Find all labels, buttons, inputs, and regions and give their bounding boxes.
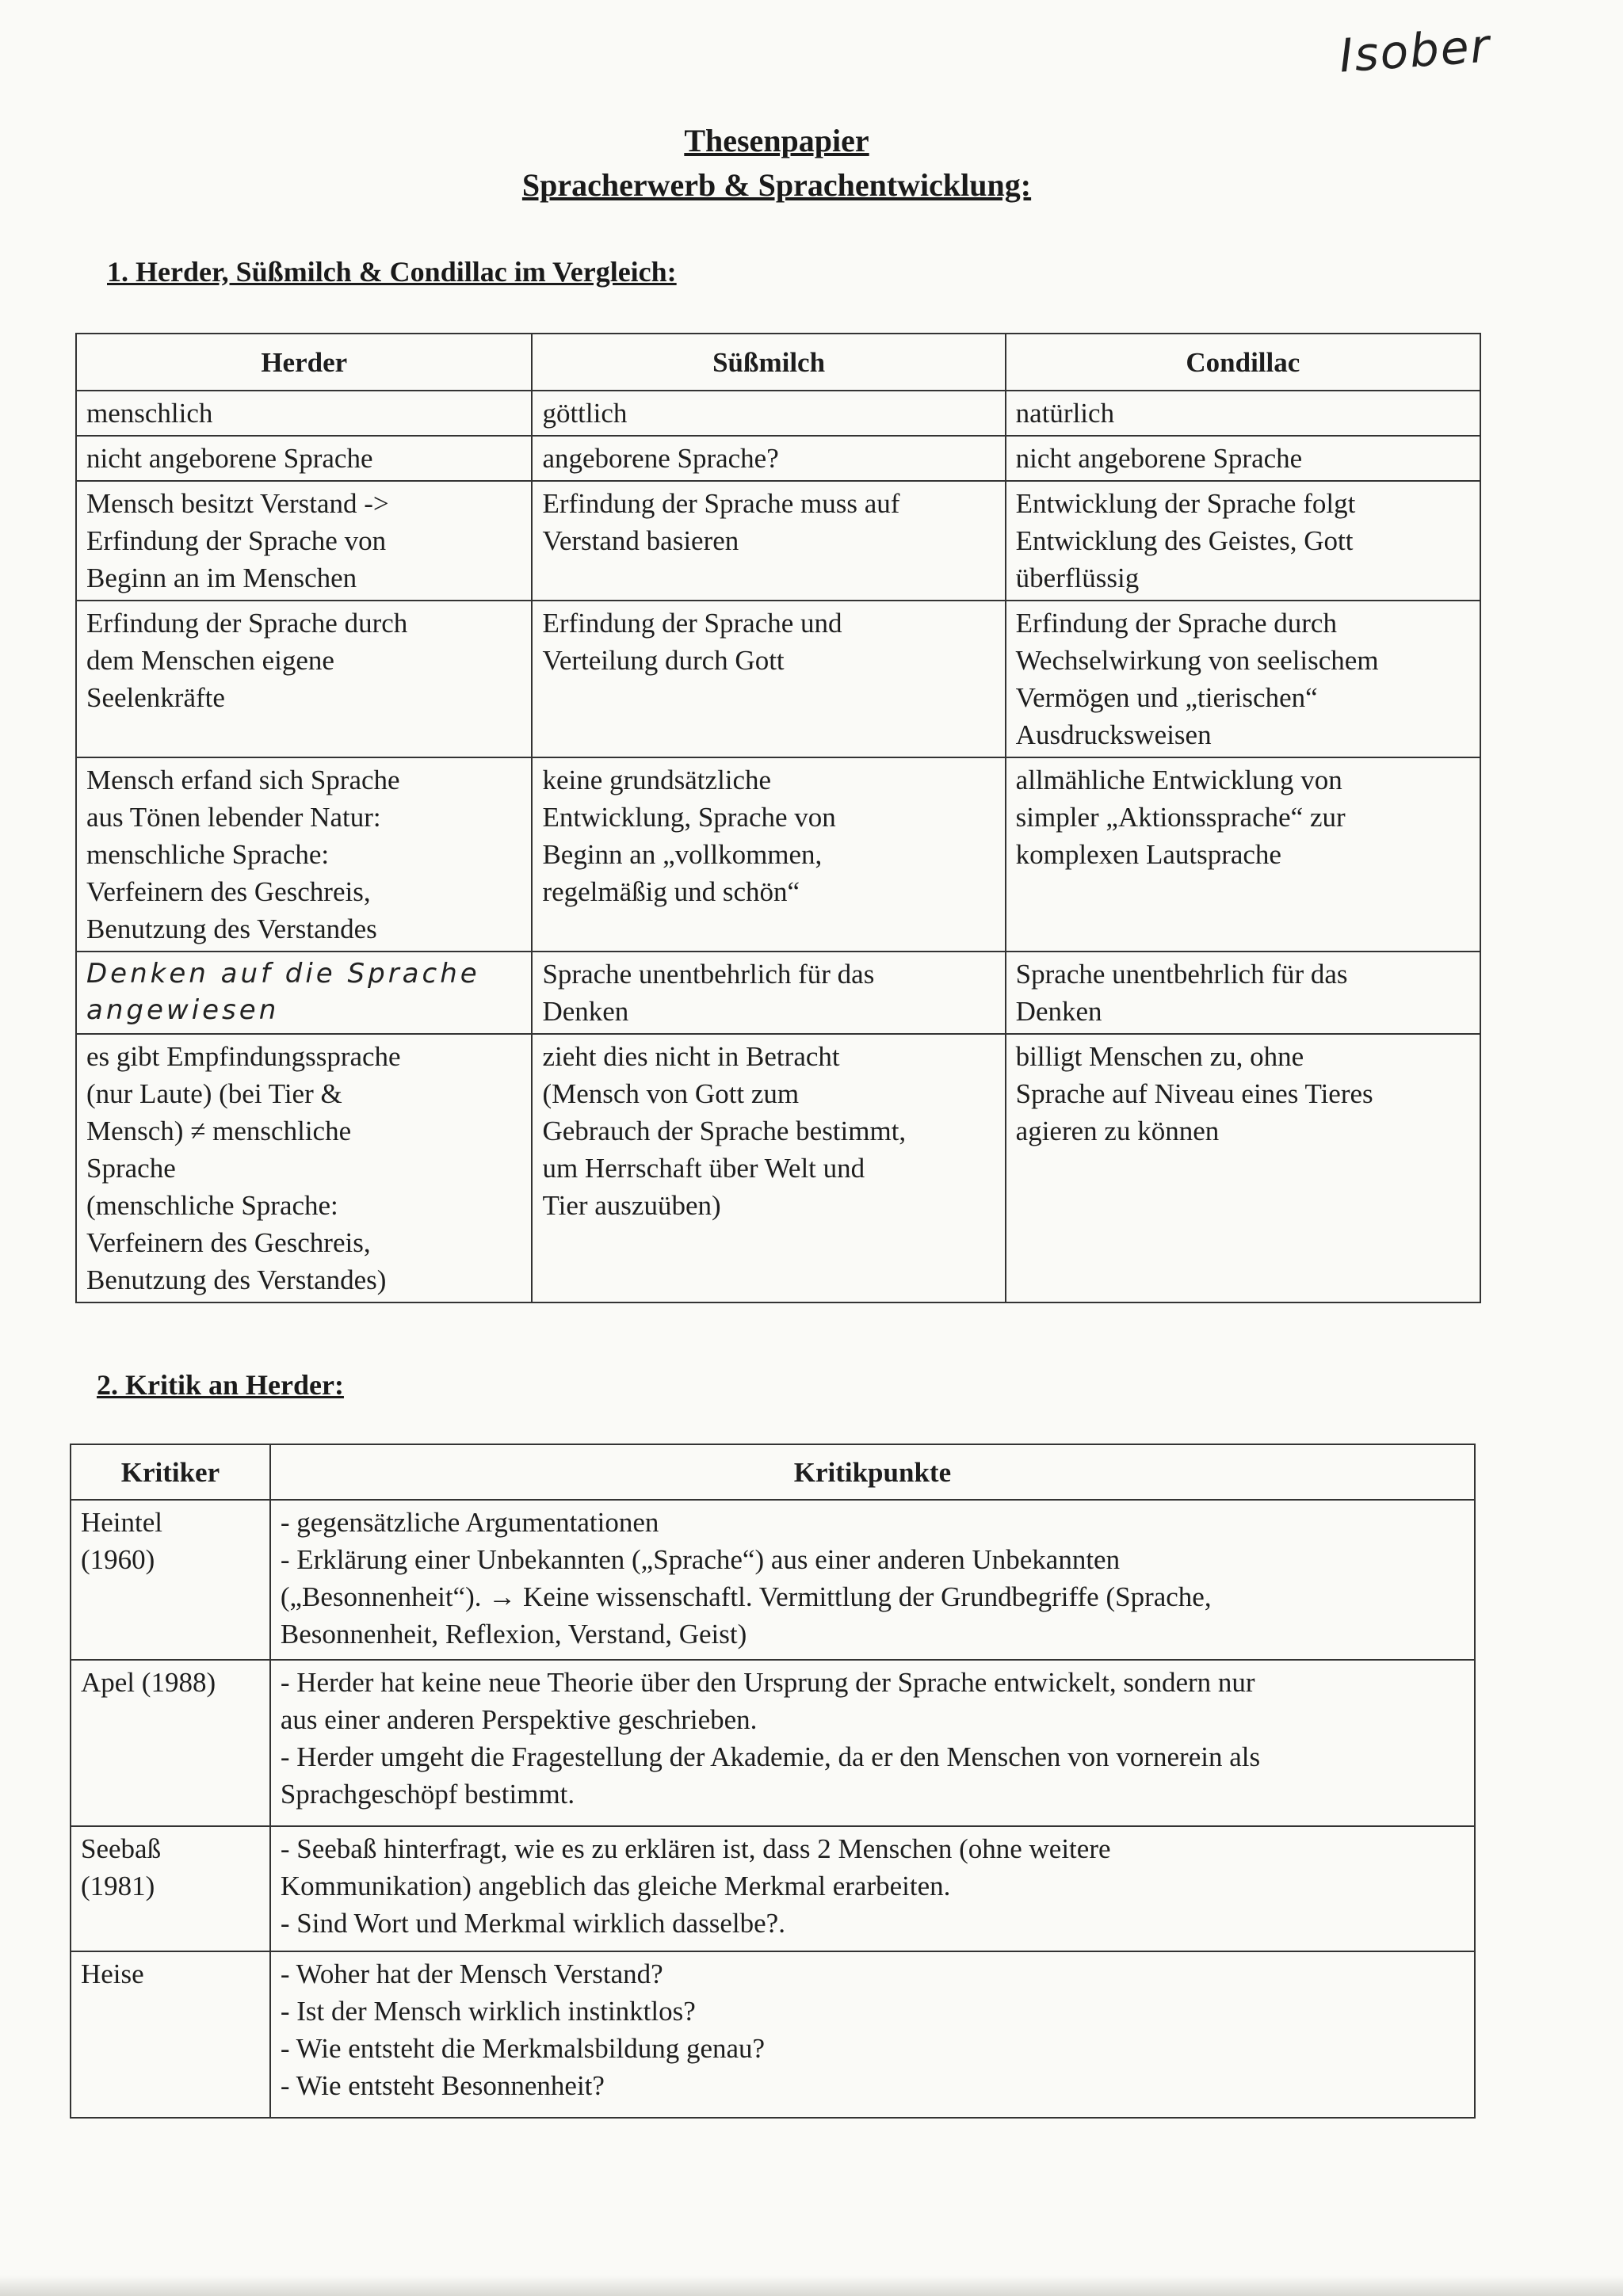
critic-cell [71,1951,270,2118]
cell-text-line: Besonnenheit, Reflexion, Verstand, Geist) [280,1619,747,1650]
cell-text-line: göttlich [542,398,628,429]
comparison-table-row [76,601,1480,757]
cell-text-line: Denken [1015,996,1102,1027]
cell-text-line: - Erklärung einer Unbekannten („Sprache“) aus einer anderen Unbekannten [280,1544,1121,1575]
cell-text-line: überflüssig [1015,563,1140,593]
cell-text-line: allmähliche Entwicklung von [1015,765,1342,795]
condillac-cell [1006,436,1480,481]
cell-text-line: Erfindung der Sprache von [86,525,387,556]
cell-text-line: keine grundsätzliche [542,765,772,795]
cell-text-line: Mensch besitzt Verstand -> [86,488,389,519]
comparison-table-row [76,481,1480,601]
cell-text-line: Mensch) ≠ menschliche [86,1116,352,1146]
critique-table-row [71,1500,1475,1660]
title-block [0,119,1553,208]
cell-text-line: - Wie entsteht Besonnenheit? [280,2070,605,2101]
condillac-cell [1006,481,1480,601]
cell-text-line: Entwicklung, Sprache von [542,802,836,833]
cell-text-line: Ausdrucksweisen [1015,719,1212,750]
cell-text-line: („Besonnenheit“). → Keine wissenschaftl. Vermittlung der Grundbegriffe (Sprache, [280,1581,1212,1612]
column-header-points: Kritikpunkte [270,1444,1475,1500]
cell-text-line: (Mensch von Gott zum [542,1078,800,1109]
comparison-table-header-row [76,334,1480,391]
comparison-table [75,333,1481,1303]
cell-text-line: simpler „Aktionssprache“ zur [1015,802,1346,833]
critic-cell [71,1500,270,1660]
cell-text-line: Verfeinern des Geschreis, [86,876,371,907]
document-title: Thesenpapier [684,123,869,158]
cell-text-line: Sprachgeschöpf bestimmt. [280,1779,575,1810]
critique-points-cell [270,1951,1475,2118]
cell-text-line: - gegensätzliche Argumentationen [280,1507,659,1538]
cell-text-line: Benutzung des Verstandes) [86,1264,387,1295]
cell-text-line: Seelenkräfte [86,682,225,713]
suessmilch-cell [532,601,1005,757]
condillac-cell [1006,952,1480,1034]
comparison-table-row [76,1034,1480,1302]
cell-text-line: Sprache [86,1153,176,1184]
cell-text-line: Heintel [81,1507,163,1538]
comparison-table-row [76,757,1480,952]
cell-text-line: Heise [81,1958,144,1989]
cell-text-line: (1981) [81,1871,155,1901]
critique-table-row [71,1951,1475,2118]
cell-text-line: angeborene Sprache? [542,443,779,474]
critique-points-cell [270,1500,1475,1660]
cell-text-line: Wechselwirkung von seelischem [1015,645,1379,676]
suessmilch-cell [532,757,1005,952]
cell-text-line: um Herrschaft über Welt und [542,1153,865,1184]
critique-table-header-row [71,1444,1475,1500]
cell-text-line: zieht dies nicht in Betracht [542,1041,840,1072]
cell-text-line: dem Menschen eigene [86,645,334,676]
cell-text-line: - Woher hat der Mensch Verstand? [280,1958,663,1989]
handwritten-signature: Isober [1337,18,1493,83]
comparison-table-body [76,391,1480,1302]
cell-text-line: nicht angeborene Sprache [1015,443,1303,474]
cell-text-line: - Ist der Mensch wirklich instinktlos? [280,1996,696,2027]
critic-cell [71,1660,270,1826]
condillac-cell [1006,757,1480,952]
cell-text-line: Verfeinern des Geschreis, [86,1227,371,1258]
cell-text-line: Verteilung durch Gott [542,645,785,676]
critique-table [70,1444,1476,2119]
cell-text-line: Gebrauch der Sprache bestimmt, [542,1116,907,1146]
critique-table-row [71,1826,1475,1951]
critique-table-body [71,1500,1475,2118]
herder-cell [76,757,532,952]
cell-text-line: Erfindung der Sprache muss auf [542,488,900,519]
cell-text-line: Seebaß [81,1833,162,1864]
suessmilch-cell [532,391,1005,436]
cell-text-line: aus Tönen lebender Natur: [86,802,381,833]
cell-text-line: Benutzung des Verstandes [86,913,377,944]
cell-text-line: (menschliche Sprache: [86,1190,338,1221]
critique-points-cell [270,1660,1475,1826]
cell-text-line: agieren zu können [1015,1116,1220,1146]
condillac-cell [1006,1034,1480,1302]
critique-table-row [71,1660,1475,1826]
cell-text-line: komplexen Lautsprache [1015,839,1281,870]
cell-text-line: es gibt Empfindungssprache [86,1041,401,1072]
cell-text-line: (1960) [81,1544,155,1575]
cell-text-line: - Seebaß hinterfragt, wie es zu erklären ist, dass 2 Menschen (ohne weitere [280,1833,1111,1864]
column-header-herder: Herder [76,334,532,391]
column-header-critic: Kritiker [71,1444,270,1500]
condillac-cell [1006,601,1480,757]
herder-cell [76,481,532,601]
document-subtitle: Spracherwerb & Sprachentwicklung: [521,167,1032,203]
cell-text-line: natürlich [1015,398,1115,429]
cell-text-line: Sprache unentbehrlich für das [542,959,875,990]
section-heading-critique: 2. Kritik an Herder: [97,1369,344,1401]
cell-text-line: - Wie entsteht die Merkmalsbildung genau? [280,2033,766,2064]
cell-text-line: angewiesen [86,994,280,1026]
comparison-table-row [76,952,1480,1034]
cell-text-line: - Herder hat keine neue Theorie über den Ursprung der Sprache entwickelt, sondern nur [280,1667,1255,1698]
critique-points-cell [270,1826,1475,1951]
condillac-cell [1006,391,1480,436]
comparison-table-row [76,391,1480,436]
cell-text-line: Verstand basieren [542,525,739,556]
scan-edge [0,2275,1623,2296]
cell-text-line: menschliche Sprache: [86,839,330,870]
cell-text-line: Kommunikation) angeblich das gleiche Merkmal erarbeiten. [280,1871,951,1901]
comparison-table-row [76,436,1480,481]
suessmilch-cell [532,1034,1005,1302]
section-heading-comparison: 1. Herder, Süßmilch & Condillac im Vergleich: [107,256,677,288]
cell-text-line: Sprache auf Niveau eines Tieres [1015,1078,1373,1109]
cell-text-line: Beginn an im Menschen [86,563,357,593]
cell-text-line: (nur Laute) (bei Tier & [86,1078,342,1109]
cell-text-line: - Sind Wort und Merkmal wirklich dasselbe?. [280,1908,785,1939]
herder-cell [76,952,532,1034]
cell-text-line: billigt Menschen zu, ohne [1015,1041,1304,1072]
cell-text-line: Denken [542,996,629,1027]
cell-text-line: Entwicklung der Sprache folgt [1015,488,1356,519]
herder-cell [76,1034,532,1302]
cell-text-line: Sprache unentbehrlich für das [1015,959,1348,990]
column-header-suessmilch: Süßmilch [532,334,1005,391]
cell-text-line: Erfindung der Sprache durch [1015,608,1337,639]
herder-cell [76,436,532,481]
cell-text-line: Denken auf die Sprache [86,958,480,990]
cell-text-line: - Herder umgeht die Fragestellung der Akademie, da er den Menschen von vornerein als [280,1741,1261,1772]
cell-text-line: Erfindung der Sprache und [542,608,842,639]
cell-text-line: Entwicklung des Geistes, Gott [1015,525,1354,556]
cell-text-line: nicht angeborene Sprache [86,443,373,474]
critic-cell [71,1826,270,1951]
cell-text-line: Apel (1988) [81,1667,216,1698]
cell-text-line: regelmäßig und schön“ [542,876,800,907]
cell-text-line: Erfindung der Sprache durch [86,608,408,639]
suessmilch-cell [532,481,1005,601]
cell-text-line: menschlich [86,398,213,429]
cell-text-line: Vermögen und „tierischen“ [1015,682,1318,713]
cell-text-line: aus einer anderen Perspektive geschrieben. [280,1704,758,1735]
herder-cell [76,391,532,436]
cell-text-line: Mensch erfand sich Sprache [86,765,400,795]
cell-text-line: Beginn an „vollkommen, [542,839,823,870]
herder-cell [76,601,532,757]
suessmilch-cell [532,952,1005,1034]
column-header-condillac: Condillac [1006,334,1480,391]
cell-text-line: Tier auszuüben) [542,1190,721,1221]
suessmilch-cell [532,436,1005,481]
